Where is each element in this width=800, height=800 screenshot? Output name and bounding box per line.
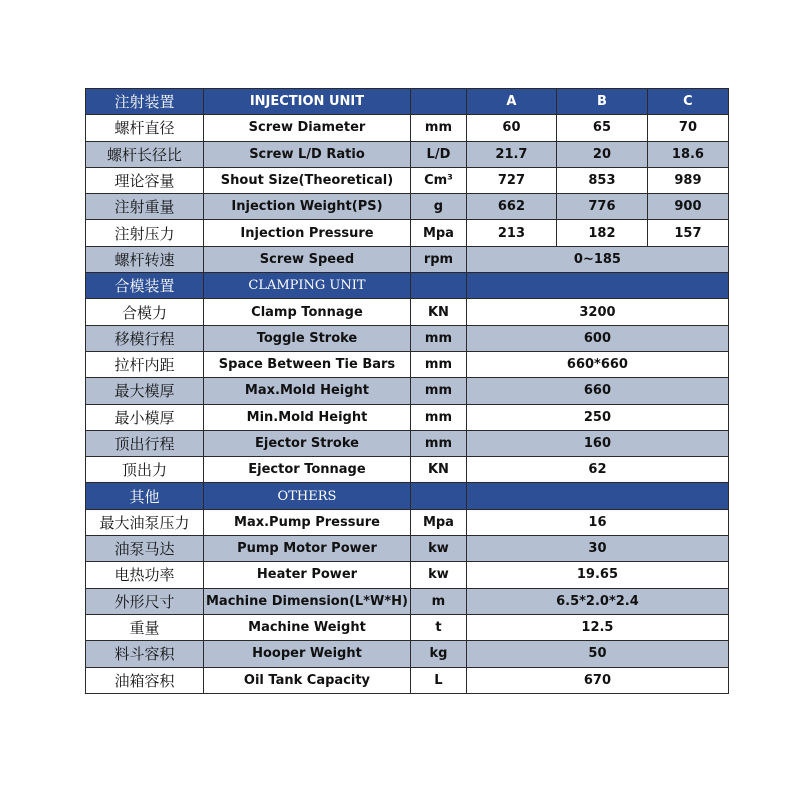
row-value: 660*660 — [466, 351, 728, 377]
row-value: 62 — [466, 457, 728, 483]
spec-row — [86, 194, 729, 220]
unit-header — [410, 89, 466, 115]
row-label-en: Screw Diameter — [204, 115, 411, 141]
spec-table-body — [86, 89, 729, 694]
row-label-cn: 螺杆直径 — [86, 115, 204, 141]
row-label-en: Screw L/D Ratio — [204, 141, 411, 167]
value-c: 70 — [647, 115, 728, 141]
value-a: 21.7 — [466, 141, 556, 167]
unit-header — [410, 483, 466, 509]
clamping-unit-header — [86, 273, 729, 299]
row-label-cn: 注射压力 — [86, 220, 204, 246]
value-a: 662 — [466, 194, 556, 220]
spec-row — [86, 430, 729, 456]
row-label-cn: 螺杆长径比 — [86, 141, 204, 167]
value-header — [466, 273, 728, 299]
value-header — [466, 483, 728, 509]
spec-row — [86, 167, 729, 193]
model-a-header: A — [466, 89, 556, 115]
row-label-cn: 电热功率 — [86, 562, 204, 588]
spec-row — [86, 220, 729, 246]
row-label-en: Min.Mold Height — [204, 404, 411, 430]
row-unit: Cm³ — [410, 167, 466, 193]
spec-row — [86, 325, 729, 351]
row-unit: mm — [410, 115, 466, 141]
row-label-cn: 合模力 — [86, 299, 204, 325]
value-b: 853 — [556, 167, 647, 193]
row-unit: mm — [410, 351, 466, 377]
unit-header — [410, 273, 466, 299]
row-label-cn: 理论容量 — [86, 167, 204, 193]
row-value: 600 — [466, 325, 728, 351]
row-label-en: Ejector Stroke — [204, 430, 411, 456]
injection-unit-header — [86, 89, 729, 115]
row-label-cn: 顶出力 — [86, 457, 204, 483]
row-label-en: Shout Size(Theoretical) — [204, 167, 411, 193]
section-title-en: INJECTION UNIT — [204, 89, 411, 115]
row-label-cn: 油箱容积 — [86, 667, 204, 693]
value-b: 182 — [556, 220, 647, 246]
row-label-en: Oil Tank Capacity — [204, 667, 411, 693]
row-label-cn: 外形尺寸 — [86, 588, 204, 614]
row-unit: mm — [410, 378, 466, 404]
row-value: 6.5*2.0*2.4 — [466, 588, 728, 614]
row-unit: KN — [410, 299, 466, 325]
spec-row — [86, 115, 729, 141]
value-c: 989 — [647, 167, 728, 193]
row-value: 16 — [466, 509, 728, 535]
value-c: 18.6 — [647, 141, 728, 167]
value-c: 900 — [647, 194, 728, 220]
spec-table — [85, 88, 729, 694]
row-unit: rpm — [410, 246, 466, 272]
row-unit: kw — [410, 562, 466, 588]
row-label-en: Machine Weight — [204, 614, 411, 640]
spec-row — [86, 457, 729, 483]
row-value: 160 — [466, 430, 728, 456]
row-value: 660 — [466, 378, 728, 404]
row-unit: m — [410, 588, 466, 614]
spec-row — [86, 404, 729, 430]
row-unit: mm — [410, 325, 466, 351]
row-value: 0~185 — [466, 246, 728, 272]
row-value: 19.65 — [466, 562, 728, 588]
row-value: 3200 — [466, 299, 728, 325]
value-b: 65 — [556, 115, 647, 141]
row-label-en: Screw Speed — [204, 246, 411, 272]
row-label-en: Pump Motor Power — [204, 536, 411, 562]
row-unit: mm — [410, 404, 466, 430]
model-b-header: B — [556, 89, 647, 115]
value-b: 20 — [556, 141, 647, 167]
section-title-cn: 其他 — [86, 483, 204, 509]
value-a: 213 — [466, 220, 556, 246]
row-unit: kg — [410, 641, 466, 667]
row-value: 250 — [466, 404, 728, 430]
row-unit: mm — [410, 430, 466, 456]
row-label-en: Max.Pump Pressure — [204, 509, 411, 535]
spec-row — [86, 378, 729, 404]
row-label-en: Space Between Tie Bars — [204, 351, 411, 377]
row-label-cn: 拉杆内距 — [86, 351, 204, 377]
others-unit-header — [86, 483, 729, 509]
row-value: 12.5 — [466, 614, 728, 640]
spec-row — [86, 141, 729, 167]
row-label-en: Toggle Stroke — [204, 325, 411, 351]
row-label-en: Heater Power — [204, 562, 411, 588]
value-b: 776 — [556, 194, 647, 220]
spec-row — [86, 299, 729, 325]
row-label-cn: 注射重量 — [86, 194, 204, 220]
row-label-en: Injection Pressure — [204, 220, 411, 246]
row-value: 50 — [466, 641, 728, 667]
value-a: 727 — [466, 167, 556, 193]
row-label-en: Machine Dimension(L*W*H) — [204, 588, 411, 614]
row-label-en: Max.Mold Height — [204, 378, 411, 404]
spec-row — [86, 588, 729, 614]
row-value: 30 — [466, 536, 728, 562]
spec-row — [86, 536, 729, 562]
row-label-en: Hooper Weight — [204, 641, 411, 667]
spec-row — [86, 562, 729, 588]
row-unit: t — [410, 614, 466, 640]
value-a: 60 — [466, 115, 556, 141]
row-unit: kw — [410, 536, 466, 562]
model-c-header: C — [647, 89, 728, 115]
row-unit: L — [410, 667, 466, 693]
row-unit: Mpa — [410, 509, 466, 535]
section-title-en: CLAMPING UNIT — [204, 273, 411, 299]
row-label-cn: 料斗容积 — [86, 641, 204, 667]
spec-row — [86, 246, 729, 272]
row-label-cn: 顶出行程 — [86, 430, 204, 456]
row-label-cn: 移模行程 — [86, 325, 204, 351]
row-label-en: Injection Weight(PS) — [204, 194, 411, 220]
row-label-cn: 油泵马达 — [86, 536, 204, 562]
row-unit: KN — [410, 457, 466, 483]
row-unit: L/D — [410, 141, 466, 167]
row-unit: Mpa — [410, 220, 466, 246]
row-label-cn: 螺杆转速 — [86, 246, 204, 272]
row-label-cn: 最大油泵压力 — [86, 509, 204, 535]
row-label-en: Clamp Tonnage — [204, 299, 411, 325]
spec-row — [86, 614, 729, 640]
row-label-cn: 最小模厚 — [86, 404, 204, 430]
row-label-cn: 重量 — [86, 614, 204, 640]
section-title-cn: 合模装置 — [86, 273, 204, 299]
spec-row — [86, 667, 729, 693]
section-title-cn: 注射装置 — [86, 89, 204, 115]
value-c: 157 — [647, 220, 728, 246]
row-label-cn: 最大模厚 — [86, 378, 204, 404]
row-unit: g — [410, 194, 466, 220]
row-value: 670 — [466, 667, 728, 693]
section-title-en: OTHERS — [204, 483, 411, 509]
spec-row — [86, 641, 729, 667]
spec-row — [86, 351, 729, 377]
row-label-en: Ejector Tonnage — [204, 457, 411, 483]
spec-row — [86, 509, 729, 535]
